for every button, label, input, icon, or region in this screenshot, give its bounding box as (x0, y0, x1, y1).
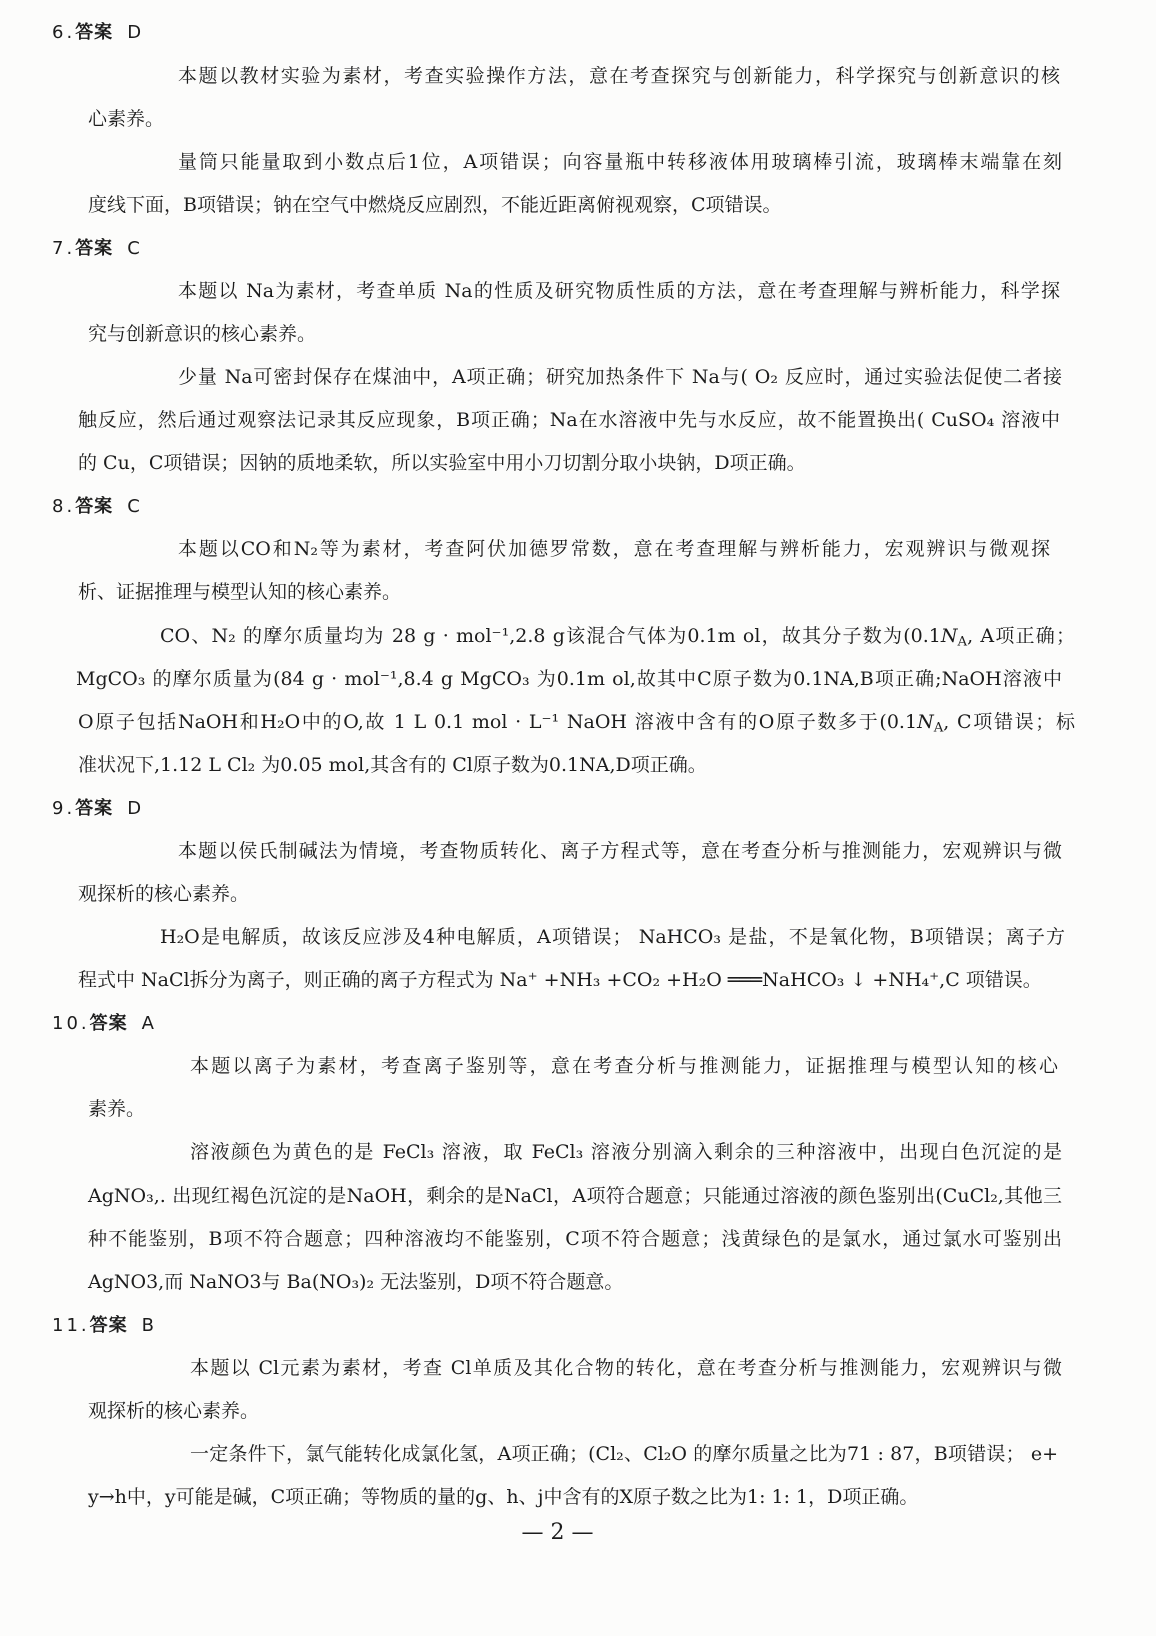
answer-label: 答案 (89, 1314, 128, 1336)
question-number: 10. (52, 1013, 90, 1035)
answer-choice: C (127, 496, 140, 518)
paragraph-line: 的 Cu，C项错误；因钠的质地柔软，所以实验室中用小刀切割分取小块钠，D项正确。 (78, 452, 806, 475)
answer-label: 答案 (75, 22, 114, 44)
paragraph-line: 本题以 Cl元素为素材，考查 Cl单质及其化合物的转化，意在考查分析与推测能力，宏观辨识与微 (190, 1356, 1062, 1379)
subscript: A (933, 720, 944, 735)
paragraph-line: 少量 Na可密封保存在煤油中，A项正确；研究加热条件下 Na与( O₂ 反应时，通过实验法促使二者接 (178, 366, 1062, 389)
paragraph-line (78, 701, 1075, 744)
text-segment: , A项正确； (967, 624, 1075, 647)
question-header (0, 787, 1156, 830)
question-header (0, 1304, 1156, 1347)
paragraph-line: H₂O是电解质，故该反应涉及4种电解质，A项错误； NaHCO₃ 是盐，不是氧化物，B项错误；离子方 (160, 926, 1065, 949)
paragraph-line: 量筒只能量取到小数点后1位，A项错误；向容量瓶中转移液体用玻璃棒引流，玻璃棒末端靠在刻 (178, 150, 1062, 173)
paragraph-line: MgCO₃ 的摩尔质量为(84 g · mol⁻¹,8.4 g MgCO₃ 为0.1m ol,故其中C原子数为0.1NA,B项正确;NaOH溶液中 (76, 667, 1062, 690)
paragraph-line: 素养。 (88, 1098, 146, 1121)
paragraph-line: 本题以离子为素材，考查离子鉴别等，意在考查分析与推测能力，证据推理与模型认知的核心 (190, 1055, 1058, 1078)
subscript: A (957, 633, 968, 649)
paragraph-line: AgNO₃,. 出现红褐色沉淀的是NaOH，剩余的是NaCl，A项符合题意；只能通过溶液的颜色鉴别出(CuCl₂,其他三 (88, 1184, 1062, 1207)
question-number: 7. (52, 237, 76, 259)
answer-choice: D (127, 797, 142, 819)
paragraph-line: 本题以CO和N₂等为素材，考查阿伏加德罗常数，意在考查理解与辨析能力，宏观辨识与微观探 (178, 538, 1050, 561)
question-header (0, 1002, 1156, 1045)
paragraph-line: 究与创新意识的核心素养。 (88, 322, 317, 345)
text-segment: , C项错误；标 (943, 710, 1075, 733)
answer-document (0, 11, 1156, 1519)
question-number: 11. (52, 1314, 90, 1336)
paragraph-line: 观探析的核心素养。 (78, 883, 250, 905)
paragraph-line: 准状况下,1.12 L Cl₂ 为0.05 mol,其含有的 Cl原子数为0.1NA,D项正确。 (78, 753, 707, 776)
avogadro-symbol: N (917, 710, 934, 733)
paragraph-line: 本题以侯氏制碱法为情境，考查物质转化、离子方程式等，意在考查分析与推测能力，宏观辨识与微 (178, 839, 1062, 862)
answer-label: 答案 (75, 237, 114, 259)
question-header (0, 227, 1156, 270)
avogadro-symbol: N (940, 624, 958, 647)
paragraph-line: 度线下面，B项错误；钠在空气中燃烧反应剧烈，不能近距离俯视观察，C项错误。 (88, 193, 782, 216)
paragraph-line: 溶液颜色为黄色的是 FeCl₃ 溶液，取 FeCl₃ 溶液分别滴入剩余的三种溶液中，出现白色沉淀的是 (190, 1141, 1062, 1164)
paragraph-line: 本题以教材实验为素材，考查实验操作方法，意在考查探究与创新能力，科学探究与创新意识的核 (178, 64, 1060, 87)
paragraph-line: AgNO3,而 NaNO3与 Ba(NO₃)₂ 无法鉴别，D项不符合题意。 (88, 1270, 624, 1293)
paragraph-line (160, 615, 1075, 658)
answer-label: 答案 (89, 1013, 128, 1035)
answer-choice: C (127, 237, 140, 259)
answer-label: 答案 (75, 496, 114, 518)
paragraph-line: y→h中，y可能是碱，C项正确；等物质的量的g、h、j中含有的X原子数之比为1: 1: 1，D项正确。 (88, 1486, 919, 1509)
paragraph-line: 种不能鉴别，B项不符合题意；四种溶液均不能鉴别，C项不符合题意；浅黄绿色的是氯水，通过氯水可鉴别出 (88, 1227, 1062, 1250)
question-number: 9. (52, 797, 76, 819)
paragraph-line: 心素养。 (88, 107, 165, 130)
paragraph-line: 一定条件下，氯气能转化成氯化氢，A项正确；(Cl₂、Cl₂O 的摩尔质量之比为71 : 87，B项错误； e+ (190, 1443, 1058, 1466)
page-number: — 2 — (521, 1520, 594, 1545)
question-header (0, 485, 1156, 528)
answer-choice: D (127, 22, 142, 44)
paragraph-line: 触反应，然后通过观察法记录其反应现象，B项正确；Na在水溶液中先与水反应，故不能置换出( CuSO₄ 溶液中 (78, 409, 1060, 432)
question-number: 8. (52, 496, 76, 518)
answer-label: 答案 (75, 797, 114, 819)
paragraph-line: 析、证据推理与模型认知的核心素养。 (78, 581, 402, 604)
question-header (0, 11, 1156, 54)
answer-choice: A (141, 1013, 154, 1035)
paragraph-line: 本题以 Na为素材，考查单质 Na的性质及研究物质性质的方法，意在考查理解与辨析能力，科学探 (178, 279, 1060, 302)
paragraph-line: 程式中 NaCl拆分为离子，则正确的离子方程式为 Na⁺ +NH₃ +CO₂ +H₂O ═══NaHCO₃ ↓ +NH₄⁺,C 项错误。 (78, 969, 1042, 992)
answer-choice: B (141, 1314, 154, 1336)
text-segment: O原子包括NaOH和H₂O中的O,故 1 L 0.1 mol · L⁻¹ NaOH 溶液中含有的O原子数多于(0.1 (78, 710, 918, 733)
text-segment: CO、N₂ 的摩尔质量均为 28 g · mol⁻¹,2.8 g该混合气体为0.1m ol，故其分子数为(0.1 (160, 624, 941, 647)
paragraph-line: 观探析的核心素养。 (88, 1399, 260, 1422)
question-number: 6. (52, 22, 76, 44)
